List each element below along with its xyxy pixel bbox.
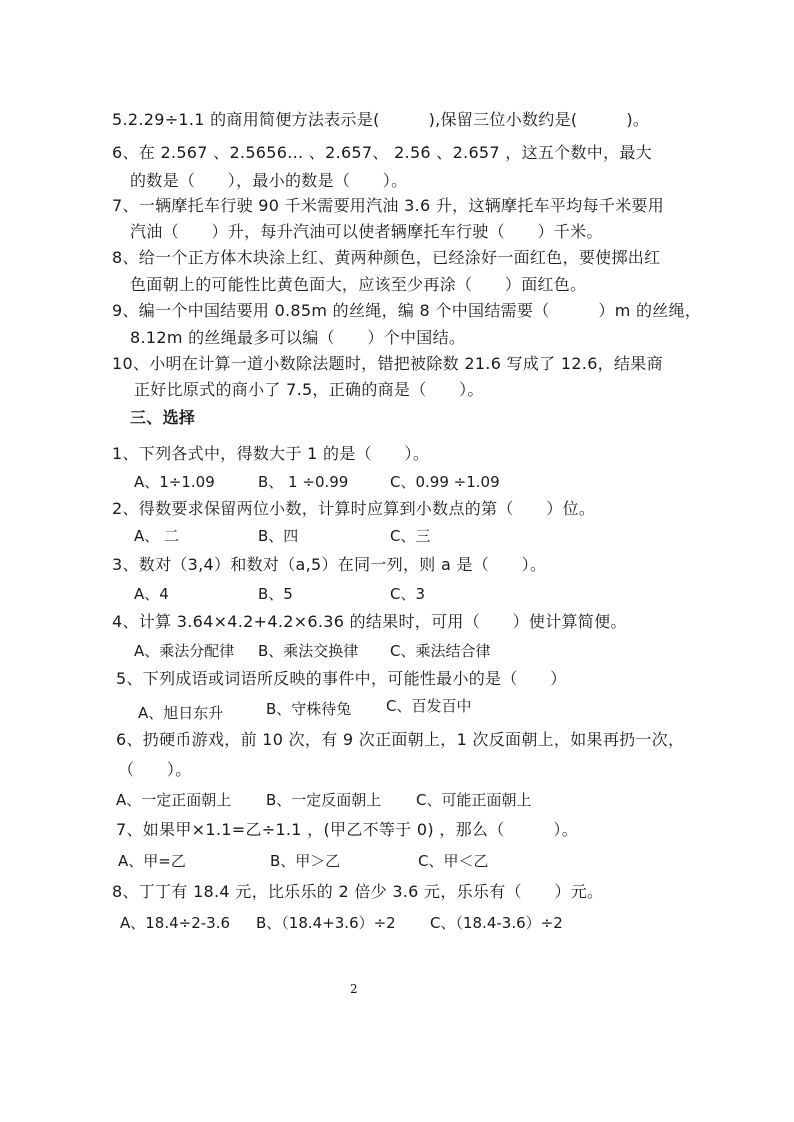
choice-q6-option-c: C、可能正面朝上: [416, 791, 532, 809]
choice-q3-option-a: A、4: [134, 585, 169, 603]
fill-q6-line1: 6、在 2.567 、2.5656... 、2.657、 2.56̇ 、2.657 ，这五个数中，最大: [112, 143, 652, 162]
choice-q2-option-c: C、三: [390, 527, 431, 545]
choice-q4-option-c: C、乘法结合律: [390, 642, 491, 660]
choice-q8: 8、丁丁有 18.4 元，比乐乐的 2 倍少 3.6 元，乐乐有（ ）元。: [112, 882, 604, 901]
choice-q6-option-b: B、一定反面朝上: [266, 791, 382, 809]
choice-q6-line2: （ ）。: [118, 760, 192, 779]
choice-q7: 7、如果甲×1.1=乙÷1.1 ，(甲乙不等于 0) ，那么（ ）。: [116, 820, 579, 839]
choice-q5: 5、下列成语或词语所反映的事件中，可能性最小的是（ ）: [116, 669, 567, 688]
choice-q5-option-b: B、守株待兔: [266, 700, 352, 718]
page-number: 2: [350, 982, 358, 996]
fill-q7-line1: 7、一辆摩托车行驶 90 千米需要用汽油 3.6 升，这辆摩托车平均每千米要用: [112, 196, 665, 215]
fill-q9-line1: 9、编一个中国结要用 0.85m 的丝绳，编 8 个中国结需要（ ）m 的丝绳，: [112, 301, 702, 320]
fill-q6-line2: 的数是（ ），最小的数是（ ）。: [130, 171, 408, 190]
choice-q4: 4、计算 3.64×4.2+4.2×6.36 的结果时，可用（ ）使计算简便。: [112, 612, 627, 631]
choice-q2-option-b: B、四: [258, 527, 299, 545]
choice-q4-option-a: A、乘法分配律: [134, 642, 235, 660]
fill-q9-line2: 8.12m 的丝绳最多可以编（ ）个中国结。: [130, 328, 466, 347]
choice-q2: 2、得数要求保留两位小数，计算时应算到小数点的第（ ）位。: [112, 499, 596, 518]
section-heading: 三、选择: [130, 408, 196, 427]
choice-q3-option-c: C、3: [390, 585, 426, 603]
choice-q6-option-a: A、一定正面朝上: [116, 791, 232, 809]
choice-q1-option-a: A、1÷1.09: [134, 473, 215, 491]
choice-q4-option-b: B、乘法交换律: [258, 642, 359, 660]
choice-q1: 1、下列各式中，得数大于 1 的是（ ）。: [112, 444, 430, 463]
fill-q10-line2: 正好比原式的商小了 7.5，正确的商是（ ）。: [134, 380, 484, 399]
choice-q1-option-c: C、0.99 ÷1.09: [390, 473, 500, 491]
choice-q8-option-a: A、18.4÷2-3.6: [120, 914, 231, 932]
choice-q8-option-b: B、（18.4+3.6）÷2: [256, 914, 396, 932]
choice-q7-option-a: A、甲=乙: [118, 852, 186, 870]
choice-q7-option-c: C、甲＜乙: [418, 852, 489, 870]
choice-q5-option-c: C、百发百中: [386, 697, 472, 715]
choice-q3: 3、数对（3,4）和数对（a,5）在同一列，则 a 是（ ）。: [112, 555, 547, 574]
fill-q5-line1: 5.2.29÷1.1 的商用简便方法表示是( ),保留三位小数约是( )。: [112, 110, 650, 129]
choice-q8-option-c: C、（18.4-3.6）÷2: [430, 914, 563, 932]
fill-q8-line1: 8、给一个正方体木块涂上红、黄两种颜色，已经涂好一面红色，要使掷出红: [112, 248, 661, 267]
choice-q3-option-b: B、5: [258, 585, 293, 603]
choice-q6-line1: 6、扔硬币游戏，前 10 次，有 9 次正面朝上，1 次反面朝上，如果再扔一次，: [116, 730, 685, 749]
choice-q1-option-b: B、 1 ÷0.99: [258, 473, 349, 491]
fill-q8-line2: 色面朝上的可能性比黄色面大，应该至少再涂（ ）面红色。: [130, 275, 587, 294]
choice-q5-option-a: A、旭日东升: [138, 704, 224, 722]
fill-q10-line1: 10、小明在计算一道小数除法题时，错把被除数 21.6 写成了 12.6，结果商: [112, 354, 663, 373]
choice-q7-option-b: B、甲＞乙: [270, 852, 341, 870]
fill-q7-line2: 汽油（ ）升，每升汽油可以使者辆摩托车行驶（ ）千米。: [130, 222, 603, 241]
choice-q2-option-a: A、 二: [134, 527, 180, 545]
